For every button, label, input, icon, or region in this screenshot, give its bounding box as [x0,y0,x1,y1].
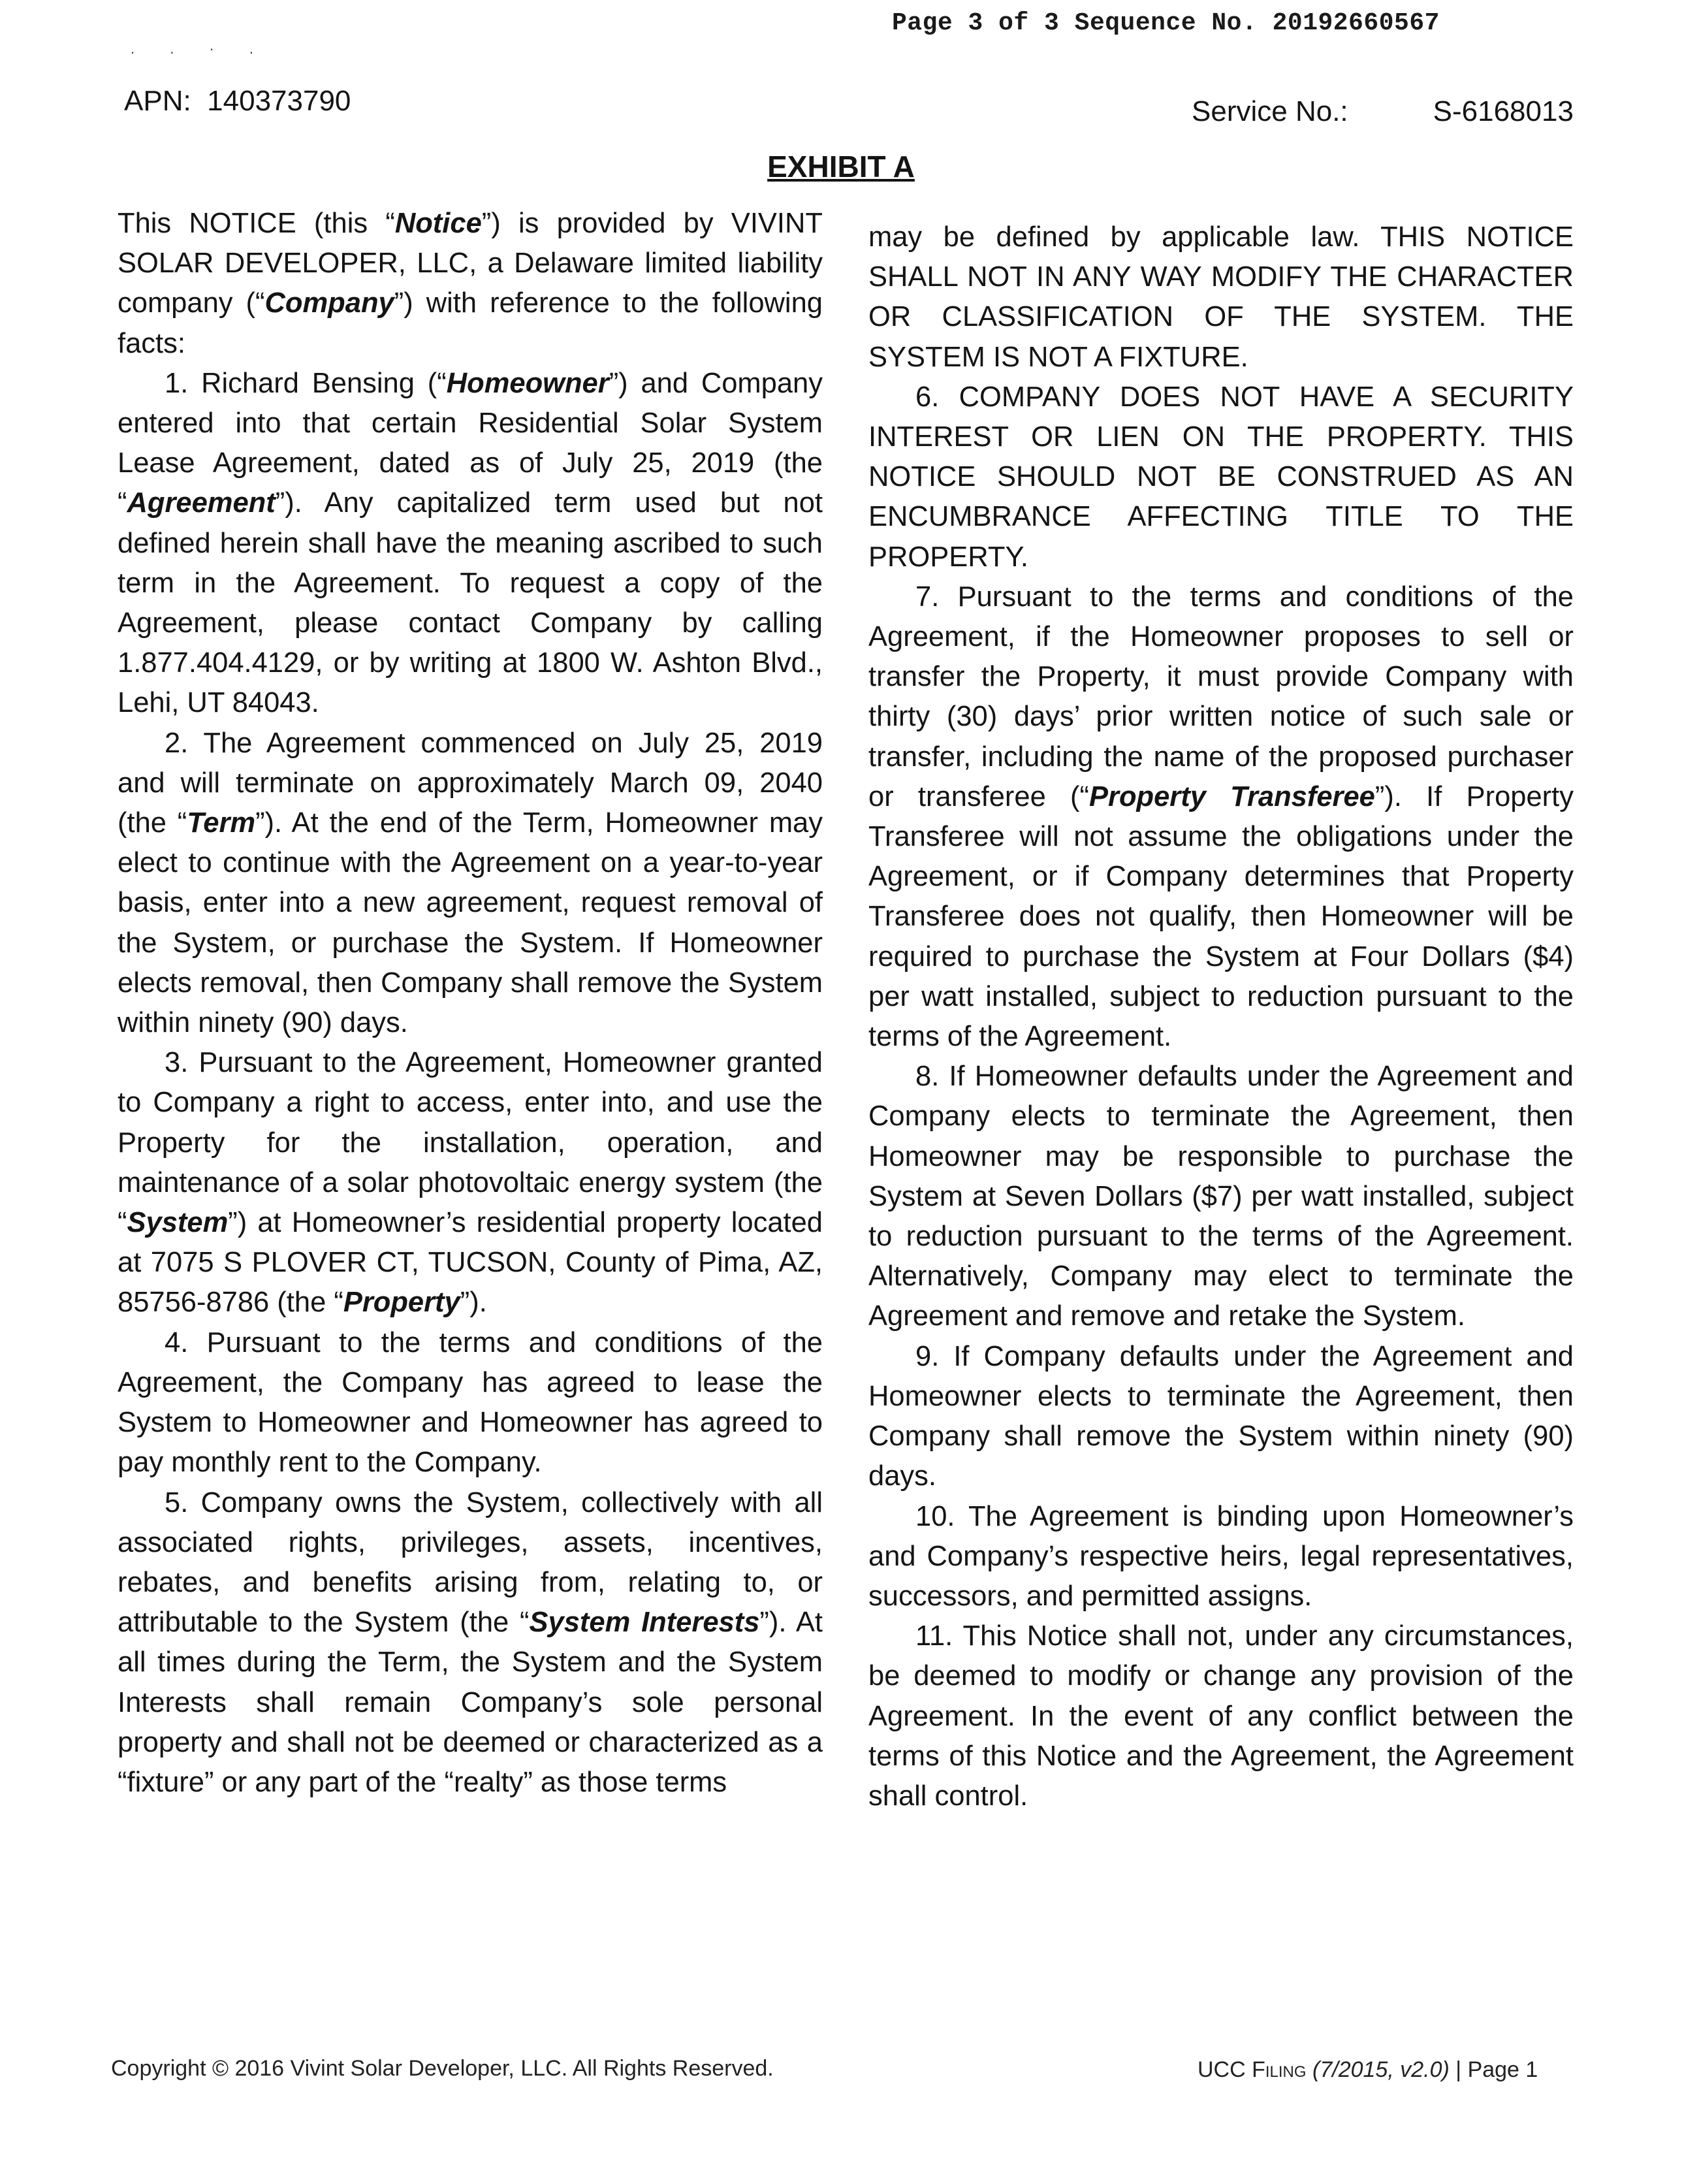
intro-paragraph: This NOTICE (this “Notice”) is provided by VIVINT SOLAR DEVELOPER, LLC, a Delaware limited liability company (“Company”) with reference to the following facts: [118,208,823,359]
paragraph-10: 10. The Agreement is binding upon Homeowner’s and Company’s respective heirs, legal representatives, successors, and permitted assigns. [868,1500,1574,1612]
paragraph-5-continued: may be defined by applicable law. THIS NOTICE SHALL NOT IN ANY WAY MODIFY THE CHARACTER OR CLASSIFICATION OF THE SYSTEM. THE SYSTEM IS NOT A FIXTURE. [868,221,1574,373]
paragraph-9: 9. If Company defaults under the Agreement and Homeowner elects to terminate the Agreement, then Company shall remove the System within ninety (90) days. [868,1340,1574,1492]
service-label: Service No.: [1192,95,1348,127]
exhibit-title: EXHIBIT A [767,150,915,184]
right-column [868,217,1574,1816]
copyright-footer: Copyright © 2016 Vivint Solar Developer, LLC. All Rights Reserved. [111,2056,774,2081]
apn-value: 140373790 [207,85,351,117]
defined-term: Property [343,1287,460,1319]
paragraph-6: 6. COMPANY DOES NOT HAVE A SECURITY INTEREST OR LIEN ON THE PROPERTY. THIS NOTICE SHOULD NOT BE CONSTRUED AS AN ENCUMBRANCE AFFECTING TITLE TO THE PROPERTY. [868,381,1574,573]
apn [124,85,351,118]
page-number: Page 1 [1467,2057,1538,2082]
filing-footer [1198,2057,1538,2083]
service-value: S-6168013 [1433,95,1574,127]
defined-term: Agreement [127,487,276,519]
filing-label: UCC Filing [1198,2057,1307,2082]
left-column [118,204,823,1803]
footer-separator: | [1455,2057,1462,2082]
defined-term: System [127,1207,229,1239]
paragraph-4: 4. Pursuant to the terms and conditions of the Agreement, the Company has agreed to lease the System to Homeowner and Homeowner has agreed to pay monthly rent to the Company. [118,1326,823,1479]
defined-term: System Interests [529,1607,760,1639]
defined-term: Homeowner [446,367,609,399]
paragraph-8: 8. If Homeowner defaults under the Agreement and Company elects to terminate the Agreement, then Homeowner may be responsible to purchase the System at Seven Dollars ($7) per watt installed, subject to reduction pursuant to the terms of the Agreement. Alternatively, Company may elect to terminate the Agreement and remove and retake the System. [868,1061,1574,1332]
paragraph-7: 7. Pursuant to the terms and conditions of the Agreement, if the Homeowner proposes to sell or transfer the Property, it must provide Company with thirty (30) days’ prior written notice of such sale or transfer, including the name of the proposed purchaser or transferee (“Property Transferee”). If Property Transferee will not assume the obligations under the Agreement, or if Company determines that Property Transferee does not qualify, then Homeowner will be required to purchase the System at Four Dollars ($4) per watt installed, subject to reduction pursuant to the terms of the Agreement. [868,581,1574,1053]
defined-term: Term [187,807,256,839]
apn-label: APN: [124,85,191,117]
defined-term: Notice [394,208,482,239]
paragraph-1: 1. Richard Bensing (“Homeowner”) and Company entered into that certain Residential Solar System Lease Agreement, dated as of July 25, 2019 (the “Agreement”). Any capitalized term used but not defined herein shall have the meaning ascribed to such term in the Agreement. To request a copy of the Agreement, please contact Company by calling 1.877.404.4129, or by writing at 1800 W. Ashton Blvd., Lehi, UT 84043. [118,367,823,719]
sequence-header: Page 3 of 3 Sequence No. 20192660567 [892,9,1440,37]
filing-version: (7/2015, v2.0) [1312,2057,1450,2082]
paragraph-5: 5. Company owns the System, collectively with all associated rights, privileges, assets, incentives, rebates, and benefits arising from, relating to, or attributable to the System (the “System Interests”). At all times during the Term, the System and the System Interests shall remain Company’s sole personal property and shall not be deemed or characterized as a “fixture” or any part of the “realty” as those terms [118,1486,823,1798]
defined-term: Property Transferee [1089,780,1375,812]
service-number [1192,95,1574,128]
paragraph-2: 2. The Agreement commenced on July 25, 2019 and will terminate on approximately March 09, 2040 (the “Term”). At the end of the Term, Homeowner may elect to continue with the Agreement on a year-to-year basis, enter into a new agreement, request removal of the System, or purchase the System. If Homeowner elects removal, then Company shall remove the System within ninety (90) days. [118,727,823,1039]
paragraph-11: 11. This Notice shall not, under any circumstances, be deemed to modify or change any provision of the Agreement. In the event of any conflict between the terms of this Notice and the Agreement, the Agreement shall control. [868,1620,1574,1812]
defined-term: Company [264,287,394,319]
scan-specks: . . · . [131,40,269,57]
paragraph-3: 3. Pursuant to the Agreement, Homeowner granted to Company a right to access, enter into, and use the Property for the installation, operation, and maintenance of a solar photovoltaic energy system (the “System”) at Homeowner’s residential property located at 7075 S PLOVER CT, TUCSON, County of Pima, AZ, 85756-8786 (the “Property”). [118,1047,823,1319]
